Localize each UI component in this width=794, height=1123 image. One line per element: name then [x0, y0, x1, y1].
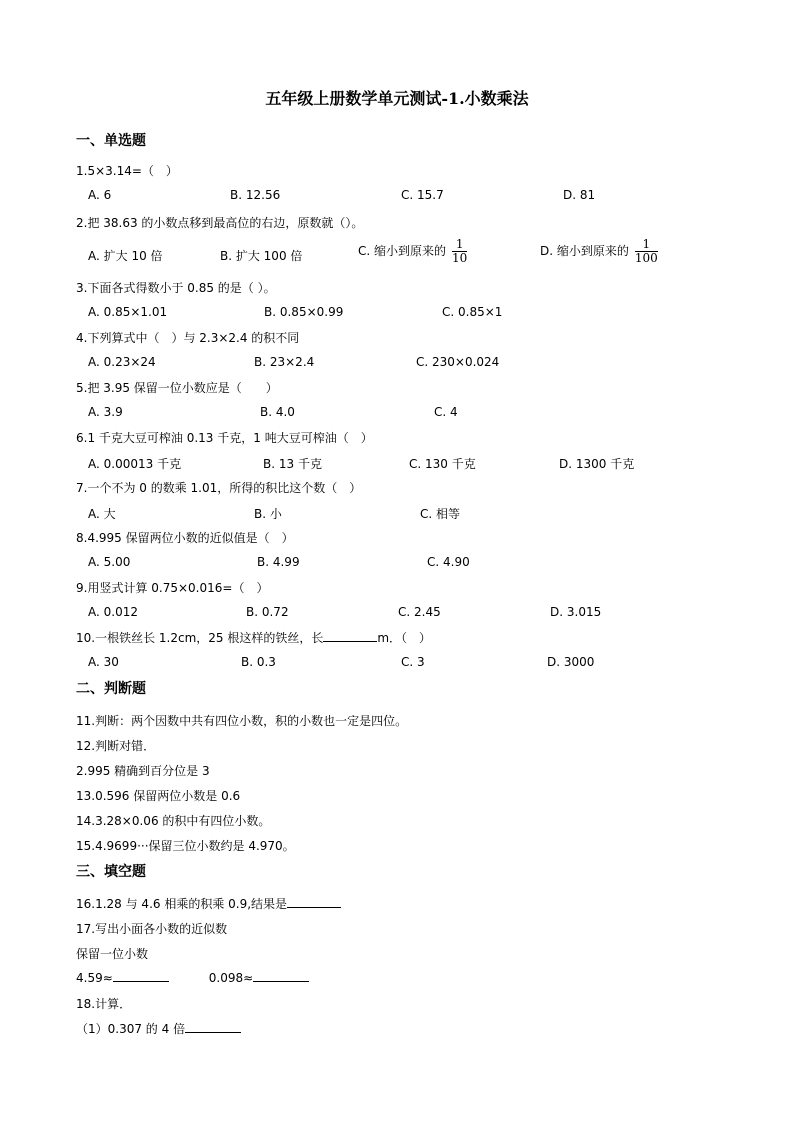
q8-option-c[interactable]: C. 4.90 [427, 555, 470, 569]
section-fill-in: 三、填空题 [76, 864, 146, 880]
question-9: 9.用竖式计算 0.75×0.016=（ ） [76, 581, 269, 595]
fraction-one-hundredth: $\frac{1}{100}$ [634, 237, 658, 265]
q10-option-b[interactable]: B. 0.3 [241, 655, 276, 669]
q9-option-a[interactable]: A. 0.012 [88, 605, 138, 619]
q4-option-a[interactable]: A. 0.23×24 [88, 355, 156, 369]
answer-blank[interactable] [185, 1021, 241, 1033]
question-8: 8.4.995 保留两位小数的近似值是（ ） [76, 531, 294, 545]
q8-option-b[interactable]: B. 4.99 [257, 555, 300, 569]
question-15: 15.4.9699···保留三位小数约是 4.970。 [76, 839, 295, 853]
question-10-stem-start: 10.一根铁丝长 1.2cm，25 根这样的铁丝，长 [76, 631, 324, 645]
question-17-item-2: 0.098≈ [208, 971, 254, 985]
section-multiple-choice: 一、单选题 [76, 133, 146, 149]
q6-option-c[interactable]: C. 130 千克 [409, 457, 476, 471]
q2-option-b[interactable]: B. 扩大 100 倍 [220, 249, 303, 263]
q3-option-b[interactable]: B. 0.85×0.99 [264, 305, 344, 319]
question-18-part-1-stem: （1）0.307 的 4 倍 [76, 1022, 186, 1036]
q1-option-a[interactable]: A. 6 [88, 188, 112, 202]
q9-option-c[interactable]: C. 2.45 [398, 605, 441, 619]
answer-blank[interactable] [253, 970, 309, 982]
q7-option-b[interactable]: B. 小 [254, 507, 282, 521]
question-18: 18.计算． [76, 997, 132, 1011]
q9-option-d[interactable]: D. 3.015 [550, 605, 602, 619]
question-7: 7.一个不为 0 的数乘 1.01，所得的积比这个数（ ） [76, 481, 362, 495]
q6-option-a[interactable]: A. 0.00013 千克 [88, 457, 182, 471]
question-17-item-1: 4.59≈ [76, 971, 113, 985]
page-title: 五年级上册数学单元测试-1.小数乘法 [265, 89, 529, 108]
question-11: 11.判断：两个因数中共有四位小数，积的小数也一定是四位。 [76, 714, 408, 728]
q4-option-c[interactable]: C. 230×0.024 [416, 355, 500, 369]
question-17-items [76, 970, 309, 985]
q5-option-c[interactable]: C. 4 [434, 405, 458, 419]
question-13: 13.0.596 保留两位小数是 0.6 [76, 789, 241, 803]
question-10-stem-end: m．（ ） [377, 631, 432, 645]
q2-option-c[interactable] [358, 238, 467, 265]
question-16-stem: 16.1.28 与 4.6 相乘的积乘 0.9,结果是 [76, 897, 288, 911]
q6-option-d[interactable]: D. 1300 千克 [559, 457, 635, 471]
answer-blank[interactable] [323, 630, 377, 642]
question-1: 1.5×3.14=（ ） [76, 164, 178, 178]
q2-option-d-label: D. 缩小到原来的 [540, 244, 629, 258]
q10-option-a[interactable]: A. 30 [88, 655, 119, 669]
q2-option-a[interactable]: A. 扩大 10 倍 [88, 249, 163, 263]
question-5: 5.把 3.95 保留一位小数应是（ ） [76, 381, 278, 395]
question-18-part-1 [76, 1020, 241, 1037]
q7-option-a[interactable]: A. 大 [88, 507, 116, 521]
question-6: 6.1 千克大豆可榨油 0.13 千克，1 吨大豆可榨油（ ） [76, 431, 373, 445]
q9-option-b[interactable]: B. 0.72 [246, 605, 289, 619]
q2-option-c-label: C. 缩小到原来的 [358, 244, 447, 258]
question-17: 17.写出小面各小数的近似数 [76, 922, 228, 936]
question-10 [76, 629, 431, 646]
question-12: 12.判断对错． [76, 739, 156, 753]
q3-option-c[interactable]: C. 0.85×1 [442, 305, 503, 319]
q7-option-c[interactable]: C. 相等 [420, 507, 461, 521]
question-17-instruction: 保留一位小数 [76, 947, 149, 961]
q10-option-c[interactable]: C. 3 [401, 655, 425, 669]
answer-blank[interactable] [287, 896, 341, 908]
answer-blank[interactable] [113, 970, 169, 982]
q2-option-d[interactable] [540, 238, 658, 265]
q5-option-b[interactable]: B. 4.0 [260, 405, 295, 419]
question-2: 2.把 38.63 的小数点移到最高位的右边，原数就（）。 [76, 216, 364, 230]
q3-option-a[interactable]: A. 0.85×1.01 [88, 305, 168, 319]
q1-option-d[interactable]: D. 81 [563, 188, 596, 202]
fraction-one-tenth: $\frac{1}{10}$ [452, 237, 468, 265]
q8-option-a[interactable]: A. 5.00 [88, 555, 131, 569]
q10-option-d[interactable]: D. 3000 [547, 655, 595, 669]
q1-option-c[interactable]: C. 15.7 [401, 188, 444, 202]
question-16 [76, 895, 341, 912]
q6-option-b[interactable]: B. 13 千克 [263, 457, 322, 471]
question-4: 4.下列算式中（ ）与 2.3×2.4 的积不同 [76, 331, 300, 345]
section-true-false: 二、判断题 [76, 681, 146, 697]
q1-option-b[interactable]: B. 12.56 [230, 188, 281, 202]
q4-option-b[interactable]: B. 23×2.4 [254, 355, 315, 369]
question-14: 14.3.28×0.06 的积中有四位小数。 [76, 814, 271, 828]
q5-option-a[interactable]: A. 3.9 [88, 405, 123, 419]
question-12-statement: 2.995 精确到百分位是 3 [76, 764, 210, 778]
question-3: 3.下面各式得数小于 0.85 的是（ ）。 [76, 281, 276, 295]
